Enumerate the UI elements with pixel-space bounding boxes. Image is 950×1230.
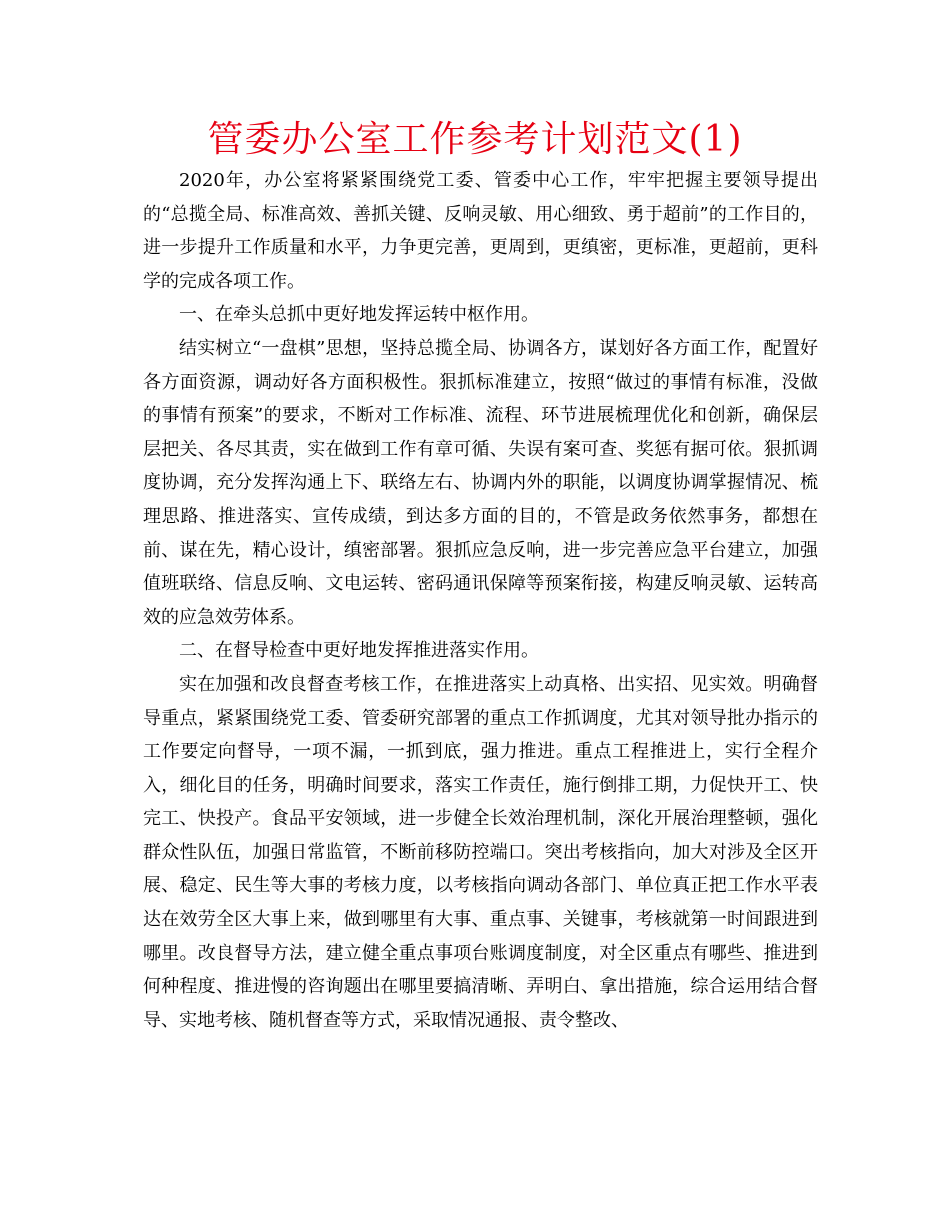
document-body bbox=[143, 164, 818, 1037]
section-heading-1: 一、在牵头总抓中更好地发挥运转中枢作用。 bbox=[179, 304, 539, 326]
section-heading-2: 二、在督导检查中更好地发挥推进落实作用。 bbox=[179, 640, 539, 662]
paragraph-intro: 2020年，办公室将紧紧围绕党工委、管委中心工作，牢牢把握主要领导提出的“总揽全局、标准高效、善抓关键、反响灵敏、用心细致、勇于超前”的工作目的，进一步提升工作质量和水平，力争更完善，更周到，更缜密，更标准，更超前，更科学的完成各项工作。 bbox=[143, 170, 818, 292]
document-title: 管委办公室工作参考计划范文(1) bbox=[207, 119, 743, 160]
paragraph-section-1: 结实树立“一盘棋”思想，坚持总揽全局、协调各方，谋划好各方面工作，配置好各方面资源，调动好各方面积极性。狠抓标准建立，按照“做过的事情有标准，没做的事情有预案”的要求，不断对工作标准、流程、环节进展梳理优化和创新，确保层层把关、各尽其责，实在做到工作有章可循、失误有案可查、奖惩有据可依。狠抓调度协调，充分发挥沟通上下、联络左右、协调内外的职能，以调度协调掌握情况、梳理思路、推进落实、宣传成绩，到达多方面的目的，不管是政务依然事务，都想在前、谋在先，精心设计，缜密部署。狠抓应急反响，进一步完善应急平台建立，加强值班联络、信息反响、文电运转、密码通讯保障等预案衔接，构建反响灵敏、运转高效的应急效劳体系。 bbox=[143, 337, 818, 628]
paragraph-section-2: 实在加强和改良督查考核工作，在推进落实上动真格、出实招、见实效。明确督导重点，紧紧围绕党工委、管委研究部署的重点工作抓调度，尤其对领导批办指示的工作要定向督导，一项不漏，一抓到底，强力推进。重点工程推进上，实行全程介入，细化目的任务，明确时间要求，落实工作责任，施行倒排工期，力促快开工、快完工、快投产。食品平安领域，进一步健全长效治理机制，深化开展治理整顿，强化群众性队伍，加强日常监管，不断前移防控端口。突出考核指向，加大对涉及全区开展、稳定、民生等大事的考核力度，以考核指向调动各部门、单位真正把工作水平表达在效劳全区大事上来，做到哪里有大事、重点事、关键事，考核就第一时间跟进到哪里。改良督导方法，建立健全重点事项台账调度制度，对全区重点有哪些、推进到何种程度、推进慢的咨询题出在哪里要搞清晰、弄明白、拿出措施，综合运用结合督导、实地考核、随机督查等方式，采取情况通报、责令整改、 bbox=[143, 673, 818, 1031]
